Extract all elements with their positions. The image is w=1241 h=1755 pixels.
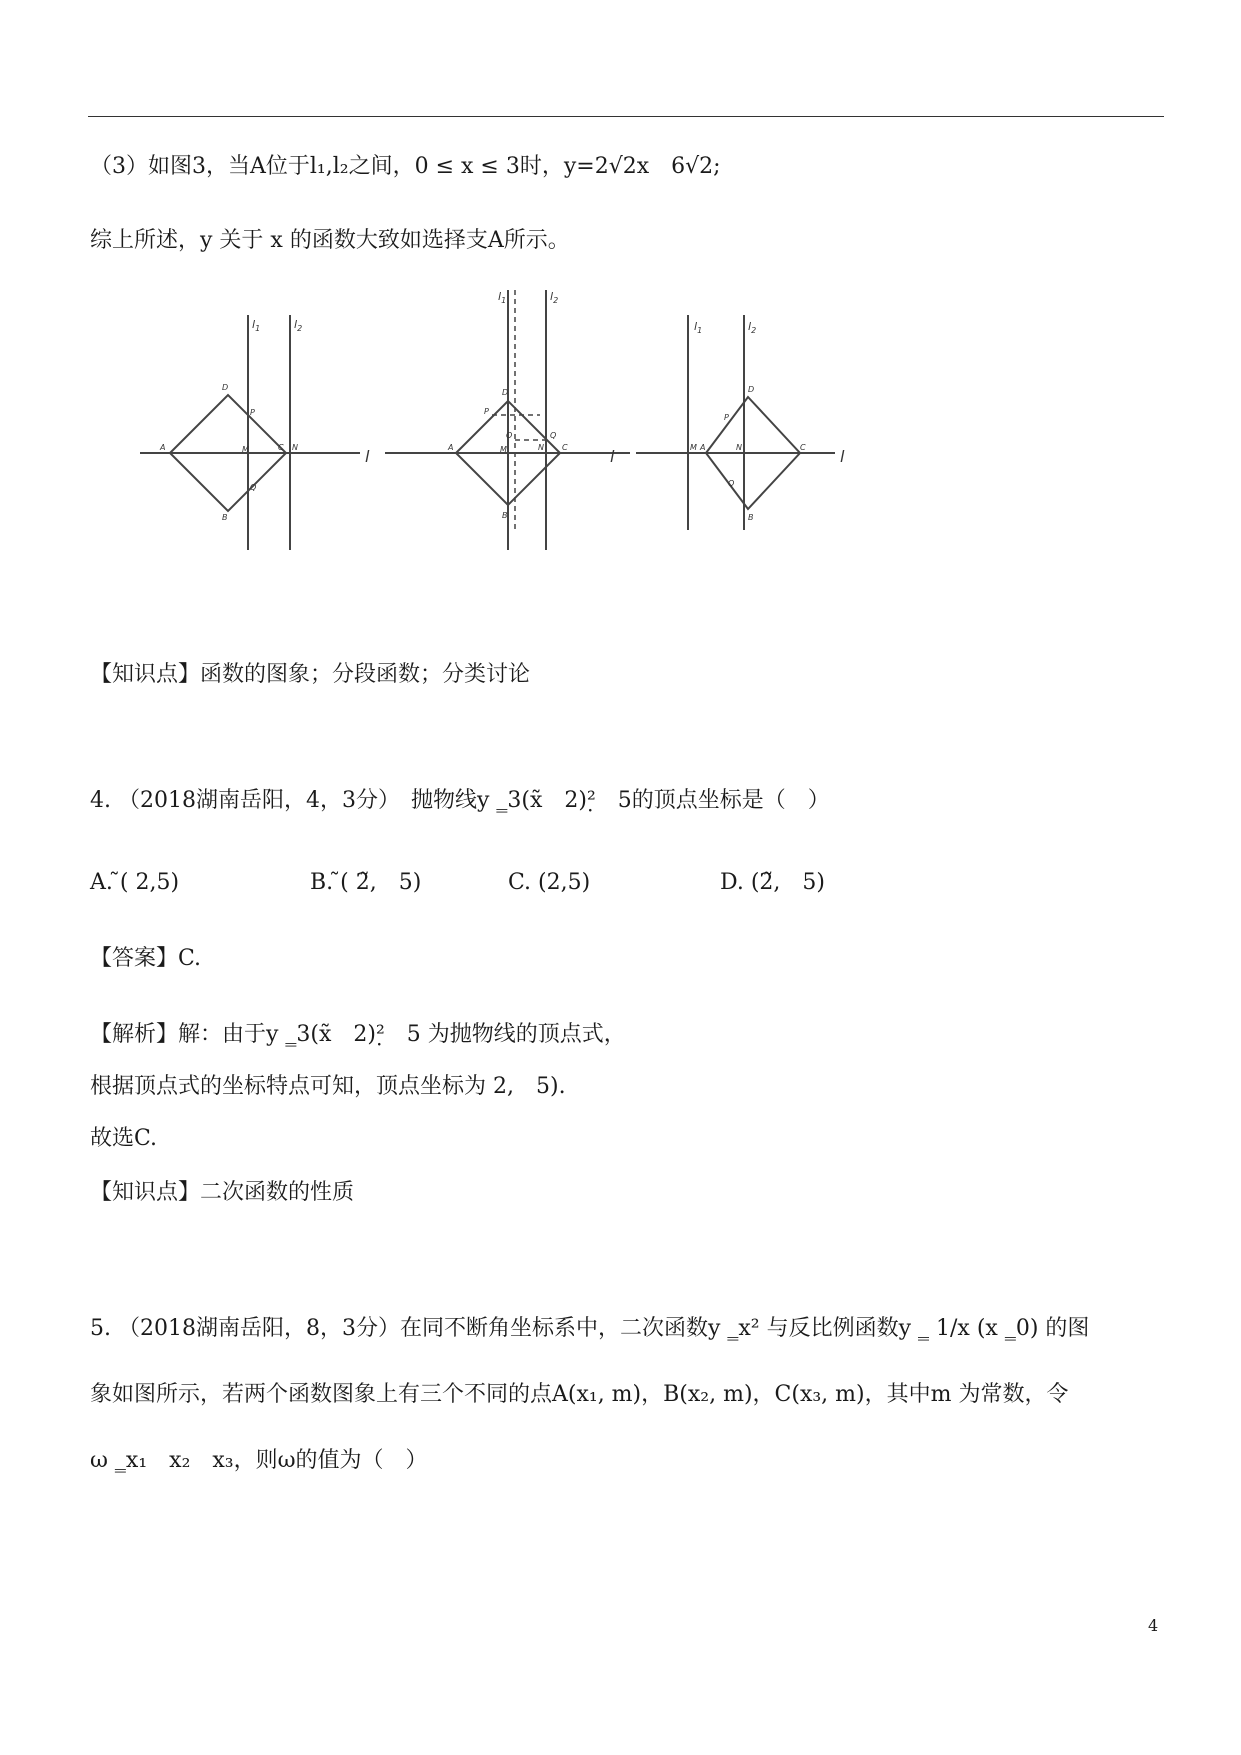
label-l1-fig2: $l_1$ xyxy=(498,290,507,305)
page-number: 4 xyxy=(1148,1616,1159,1635)
pt-N-fig2: N xyxy=(538,443,544,452)
knowledge-point-1: 【知识点】函数的图象；分段函数；分类讨论 xyxy=(90,662,531,687)
label-axis-fig3: l xyxy=(840,447,845,466)
pt-O-fig2: O xyxy=(506,431,513,440)
para-summary: 综上所述，y 关于 x 的函数大致如选择支A所示。 xyxy=(90,228,570,253)
pt-P-fig3: P xyxy=(724,413,729,422)
pt-Q-fig3: Q xyxy=(728,479,735,488)
label-l2-fig3: $l_2$ xyxy=(748,320,757,335)
pt-N-fig3: N xyxy=(736,443,742,452)
q4-analysis-3: 故选C. xyxy=(90,1126,158,1151)
q4-option-a[interactable]: A. ̃( 2,5) xyxy=(90,870,180,895)
figure-3 xyxy=(636,315,835,530)
q4-options xyxy=(90,868,1090,898)
label-axis-fig2: l xyxy=(610,447,615,466)
pt-Q-fig1: Q xyxy=(250,483,257,492)
q4-stem: 4. （2018湖南岳阳，4，3分） 抛物线y ‗3(x̃ 2)²̣ 5的顶点坐标是（ ） xyxy=(90,788,830,813)
pt-M-fig2: M xyxy=(500,445,507,454)
label-axis-fig1: l xyxy=(365,447,370,466)
pt-C-fig3: C xyxy=(800,443,806,452)
pt-P-fig1: P xyxy=(250,408,255,417)
pt-C-fig1: C xyxy=(278,443,284,452)
q4-option-b[interactable]: B. ̃( 2̃, 5) xyxy=(310,870,422,895)
q4-option-d[interactable]: D. (2̃, 5) xyxy=(720,870,825,895)
header-rule xyxy=(88,116,1164,117)
label-l1-fig1: $l_1$ xyxy=(252,318,261,333)
q4-option-c[interactable]: C. (2,5) xyxy=(508,870,591,895)
label-l2-fig2: $l_2$ xyxy=(550,290,559,305)
pt-N-fig1: N xyxy=(292,443,298,452)
pt-Q-fig2: Q xyxy=(550,431,557,440)
pt-C-fig2: C xyxy=(562,443,568,452)
pt-A-fig3: A xyxy=(700,443,706,452)
para-case3: （3）如图3，当A位于l₁,l₂之间，0 ≤ x ≤ 3时，y=2√2x 6√2; xyxy=(90,154,721,179)
pt-P-fig2: P xyxy=(484,407,489,416)
pt-A-fig2: A xyxy=(448,443,454,452)
pt-B-fig1: B xyxy=(222,513,228,522)
figures-diagrams xyxy=(110,290,990,550)
pt-D-fig1: D xyxy=(222,383,229,392)
pt-M-fig3: M xyxy=(690,443,697,452)
pt-D-fig2: D xyxy=(502,388,509,397)
q5-line-2: 象如图所示，若两个函数图象上有三个不同的点A(x₁, m)，B(x₂, m)，C(x₃, m)，其中m 为常数，令 xyxy=(90,1382,1069,1407)
q4-knowledge: 【知识点】二次函数的性质 xyxy=(90,1180,355,1205)
pt-B-fig3: B xyxy=(748,513,754,522)
pt-A-fig1: A xyxy=(160,443,166,452)
figure-2 xyxy=(385,290,630,550)
pt-M-fig1: M xyxy=(242,445,249,454)
label-l1-fig3: $l_1$ xyxy=(694,320,703,335)
pt-B-fig2: B xyxy=(502,511,508,520)
label-l2-fig1: $l_2$ xyxy=(294,318,303,333)
q4-analysis-1: 【解析】解：由于y ‗3(x̃ 2)²̣ 5 为抛物线的顶点式， xyxy=(90,1022,626,1047)
figure-1 xyxy=(140,315,360,550)
q4-answer: 【答案】C. xyxy=(90,946,202,971)
pt-D-fig3: D xyxy=(748,385,755,394)
q5-line-1: 5. （2018湖南岳阳，8，3分）在同不断角坐标系中，二次函数y ‗x² 与反比例函数y ‗ 1/x (x ‗0) 的图 xyxy=(90,1316,1090,1341)
q5-line-3: ω ‗x₁ x₂ x₃，则ω的值为（ ） xyxy=(90,1448,428,1473)
q4-analysis-2: 根据顶点式的坐标特点可知，顶点坐标为 2, 5). xyxy=(90,1074,566,1099)
